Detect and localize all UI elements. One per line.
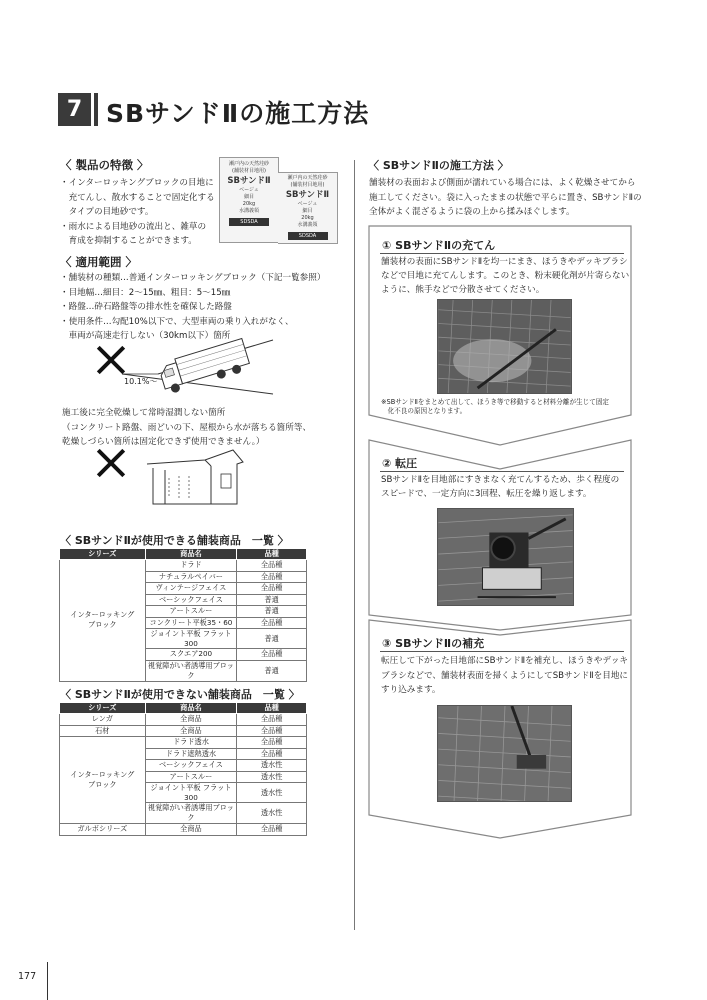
product-cell: ドラド: [145, 560, 237, 572]
step-line: 転圧して下がった目地部にSBサンドⅡを補充し、ほうきやデッキ: [381, 656, 629, 666]
table-row: [60, 824, 307, 836]
method-heading: 〈 SBサンドⅡの施工方法 〉: [368, 159, 509, 172]
features-line: ・雨水による目地砂の流出と、雑草の: [60, 221, 207, 232]
dry-line: （コンクリート路盤、雨どいの下、屋根から水が落ちる箇所等、: [62, 422, 312, 433]
note-line: ※SBサンドⅡをまとめて出して、ほうき等で移動すると材料分離が生じて固定: [381, 398, 610, 406]
table-row: [60, 560, 307, 572]
type-cell: 透水性: [237, 803, 307, 824]
table-row: [60, 714, 307, 726]
type-cell: 透水性: [237, 783, 307, 803]
page-title: SBサンドⅡの施工方法: [106, 99, 370, 128]
series-cell: レンガ: [60, 714, 146, 726]
features-heading: 〈 製品の特徴 〉: [60, 158, 149, 172]
column-divider: [354, 160, 355, 930]
table-row: [60, 737, 307, 749]
product-cell: スクエア200: [145, 649, 237, 661]
method-intro: [369, 176, 659, 220]
step-3-title: ③ SBサンドⅡの補充: [382, 637, 485, 650]
features-text: [60, 176, 220, 249]
type-cell: 全品種: [237, 725, 307, 737]
bag-color: ベージュ: [239, 187, 259, 193]
step-2-text: [381, 473, 631, 501]
series-cell: インターロッキング ブロック: [60, 737, 146, 824]
note-line: 化不良の原因となります。: [381, 407, 467, 415]
features-line: ・インターロッキングブロックの目地に: [60, 178, 214, 188]
bag-caption: (舗装材目地用): [232, 168, 266, 174]
product-cell: 全商品: [145, 824, 237, 836]
step-line: SBサンドⅡを目地部にすきまなく充てんするため、歩く程度の: [381, 475, 620, 485]
type-cell: 全品種: [237, 649, 307, 661]
step-2-title: ② 転圧: [382, 457, 418, 470]
product-cell: ドラド遮熱透水: [145, 748, 237, 760]
bag-size: 細目: [302, 208, 313, 214]
column-header: シリーズ: [60, 549, 146, 560]
type-cell: 全品種: [237, 824, 307, 836]
product-cell: アートスルー: [145, 606, 237, 618]
type-cell: 全品種: [237, 737, 307, 749]
step-2-photo: [437, 508, 574, 606]
step-line: ブラシなどで、舗装材表面を掃くようにしてSBサンドⅡを目地に: [381, 670, 629, 681]
bag-caption: 瀬戸内の天然珪砂: [287, 175, 328, 181]
scope-line: ・目地幅…細目：2〜15㎜、粗目：5〜15㎜: [60, 287, 231, 298]
column-header: 品種: [237, 703, 307, 714]
product-cell: ドラド透水: [145, 737, 237, 749]
type-cell: 透水性: [237, 760, 307, 772]
usable-table-heading: 〈 SBサンドⅡが使用できる舗装商品 一覧 〉: [60, 534, 289, 547]
product-cell: ジョイント平板 フラット300: [145, 783, 237, 803]
step-3-photo: [437, 705, 572, 802]
table-row: [60, 725, 307, 737]
type-cell: 全品種: [237, 560, 307, 572]
bag-weight: 20kg: [242, 201, 256, 207]
bag-caption: 瀬戸内の天然珪砂: [228, 161, 269, 167]
product-cell: 全商品: [145, 725, 237, 737]
column-header: 商品名: [145, 703, 237, 714]
product-bag-front: [278, 172, 338, 244]
usable-products-table: [59, 548, 307, 682]
product-cell: アートスルー: [145, 771, 237, 783]
type-cell: 透水性: [237, 771, 307, 783]
step-1-text: [381, 255, 631, 297]
type-cell: 全品種: [237, 571, 307, 583]
product-cell: 視覚障がい者誘導用ブロック: [145, 803, 237, 824]
product-cell: ベーシックフェイス: [145, 594, 237, 606]
series-cell: ガルボシリーズ: [60, 824, 146, 836]
bag-logo: SDSDA: [288, 232, 328, 240]
scope-line: ・路盤…砕石路盤等の排水性を確保した路盤: [60, 302, 232, 312]
section-number-badge: 7: [58, 93, 91, 126]
type-cell: 全品種: [237, 617, 307, 629]
step-line: ように、熊手などで分散させてください。: [381, 285, 545, 295]
type-cell: 普通: [237, 594, 307, 606]
scope-text: [60, 271, 350, 344]
column-header: 商品名: [145, 549, 237, 560]
scope-line: ・舗装材の種類…普通インターロッキングブロック（下記一覧参照）: [60, 273, 326, 283]
features-line: 育成を抑制することができます。: [60, 236, 197, 246]
bag-size: 細目: [243, 194, 254, 200]
step-line: スピードで、一定方向に3回程、転圧を繰り返します。: [381, 489, 592, 499]
column-header: シリーズ: [60, 703, 146, 714]
step-title-underline: [380, 471, 624, 472]
intro-line: 全体がよく混ざるように袋の上から揉みほぐします。: [369, 207, 575, 217]
type-cell: 普通: [237, 606, 307, 618]
page-number-rule: [47, 962, 48, 1000]
column-header: 品種: [237, 549, 307, 560]
series-cell: インターロッキング ブロック: [60, 560, 146, 682]
dry-line: 乾燥しづらい箇所は固定化できず使用できません。）: [62, 437, 265, 447]
house-illustration: [145, 440, 245, 508]
series-cell: 石材: [60, 725, 146, 737]
bag-product-name: SBサンドⅡ: [285, 190, 330, 200]
product-cell: ジョイント平板 フラット300: [145, 629, 237, 649]
step-3-text: [381, 654, 631, 698]
type-cell: 普通: [237, 629, 307, 649]
product-bag-back: [219, 157, 279, 243]
prohibited-x-mark: [96, 448, 126, 478]
features-line: 充てんし、散水することで固定化する: [60, 192, 215, 203]
type-cell: 普通: [237, 660, 307, 681]
intro-line: 舗装材の表面および側面が濡れている場合には、よく乾燥させてから: [369, 178, 636, 188]
product-cell: ナチュラルペイバー: [145, 571, 237, 583]
product-cell: 全商品: [145, 714, 237, 726]
intro-line: 施工してください。袋に入ったままの状態で平らに置き、SBサンドⅡの: [369, 192, 642, 203]
bag-maker: 水溝義領: [297, 222, 318, 228]
step-title-underline: [380, 253, 624, 254]
bag-maker: 水溝義領: [238, 208, 259, 214]
product-cell: ベーシックフェイス: [145, 760, 237, 772]
step-title-underline: [380, 651, 624, 652]
bag-caption: (舗装材目地用): [290, 182, 325, 188]
bag-weight: 20kg: [301, 215, 314, 221]
step-1-title: ① SBサンドⅡの充てん: [382, 239, 496, 252]
step-1-note: [381, 398, 631, 416]
scope-line: 車両が高速走行しない（30km以下）箇所: [60, 331, 231, 341]
step-1-photo: [437, 299, 572, 394]
product-cell: コンクリート平板35・60: [145, 617, 237, 629]
dry-line: 施工後に完全乾燥して常時湿潤しない箇所: [62, 408, 226, 418]
page-number: 177: [18, 971, 37, 982]
title-accent-bar: [94, 93, 98, 126]
product-cell: ヴィンテージフェイス: [145, 583, 237, 595]
bag-product-name: SBサンドⅡ: [227, 176, 271, 186]
step-line: すり込みます。: [381, 685, 441, 695]
slope-label: 10.1%〜: [124, 377, 158, 386]
unusable-products-table: [59, 702, 307, 836]
type-cell: 全品種: [237, 714, 307, 726]
features-line: タイプの目地砂です。: [60, 207, 154, 217]
bag-color: ベージュ: [297, 201, 318, 207]
unusable-table-heading: 〈 SBサンドⅡが使用できない舗装商品 一覧 〉: [60, 688, 300, 701]
bag-logo: SDSDA: [229, 218, 269, 226]
type-cell: 全品種: [237, 583, 307, 595]
product-cell: 視覚障がい者誘導用ブロック: [145, 660, 237, 681]
type-cell: 全品種: [237, 748, 307, 760]
step-line: などで目地に充てんします。このとき、粉末硬化剤が片寄らない: [381, 271, 630, 281]
step-line: 舗装材の表面にSBサンドⅡを均一にまき、ほうきやデッキブラシ: [381, 257, 628, 267]
scope-heading: 〈 適用範囲 〉: [60, 255, 138, 269]
scope-line: ・使用条件…勾配10%以下で、大型車両の乗り入れがなく、: [60, 316, 294, 327]
